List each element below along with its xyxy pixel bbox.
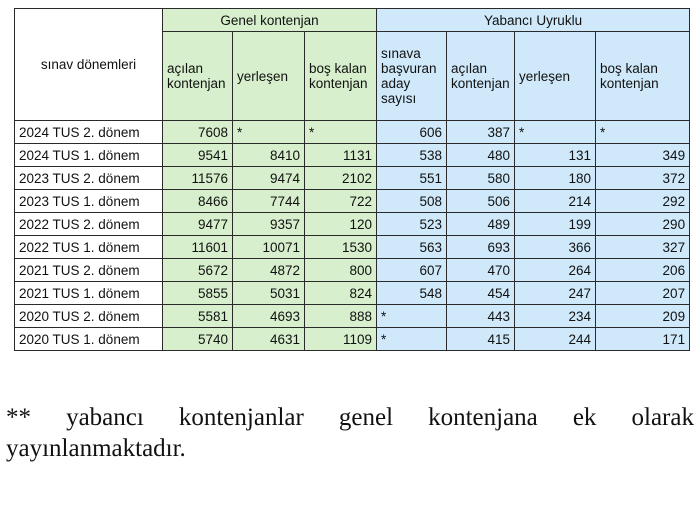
foreign-empty-quota-header: boş kalan kontenjan [596,32,690,121]
table-cell: 1530 [305,236,377,259]
table-cell: 180 [515,167,596,190]
table-cell: 506 [447,190,515,213]
table-cell: 538 [377,144,447,167]
period-label-cell: 2021 TUS 2. dönem [15,259,163,282]
footnote-word: yabancı [66,404,144,431]
table-cell: 120 [305,213,377,236]
table-cell: 480 [447,144,515,167]
table-cell: 722 [305,190,377,213]
table-cell: 5855 [163,282,233,305]
table-cell: 4872 [233,259,305,282]
table-cell: 454 [447,282,515,305]
table-cell: 5740 [163,328,233,351]
table-row [15,282,690,305]
table-row [15,121,690,144]
footnote-word: kontenjanlar [178,404,304,431]
table-cell: 606 [377,121,447,144]
table-row [15,328,690,351]
table-cell: 551 [377,167,447,190]
table-cell: * [233,121,305,144]
footnote-word: ek [572,404,597,431]
table-cell: 523 [377,213,447,236]
footnote-line-1 [6,402,694,433]
general-quota-group-header: Genel kontenjan [163,9,377,32]
period-label-cell: 2020 TUS 2. dönem [15,305,163,328]
table-cell: 247 [515,282,596,305]
table-cell: 372 [596,167,690,190]
table-cell: 9474 [233,167,305,190]
quota-table-container [14,8,689,351]
table-cell: 11576 [163,167,233,190]
general-opened-quota-header: açılan kontenjan [163,32,233,121]
period-label-cell: 2020 TUS 1. dönem [15,328,163,351]
table-cell: 10071 [233,236,305,259]
table-cell: * [305,121,377,144]
table-cell: 4631 [233,328,305,351]
table-cell: 5031 [233,282,305,305]
table-cell: 234 [515,305,596,328]
footnote-word: ** [6,404,31,431]
table-cell: 470 [447,259,515,282]
foreign-placed-header: yerleşen [515,32,596,121]
table-cell: 290 [596,213,690,236]
table-cell: 824 [305,282,377,305]
table-cell: 207 [596,282,690,305]
table-cell: 209 [596,305,690,328]
table-row [15,213,690,236]
table-cell: 888 [305,305,377,328]
table-body [15,121,690,351]
period-column-header: sınav dönemleri [15,9,163,121]
table-cell: * [515,121,596,144]
footnote-word: kontenjana [428,404,538,431]
table-cell: 387 [447,121,515,144]
general-placed-header: yerleşen [233,32,305,121]
table-cell: 214 [515,190,596,213]
table-cell: 9477 [163,213,233,236]
table-cell: 171 [596,328,690,351]
table-cell: 264 [515,259,596,282]
table-cell: 1109 [305,328,377,351]
table-cell: 327 [596,236,690,259]
period-label-cell: 2022 TUS 1. dönem [15,236,163,259]
table-cell: 4693 [233,305,305,328]
table-cell: * [596,121,690,144]
table-cell: 8466 [163,190,233,213]
footnote [6,402,694,464]
table-cell: 199 [515,213,596,236]
table-cell: 2102 [305,167,377,190]
period-label-cell: 2024 TUS 1. dönem [15,144,163,167]
table-cell: 366 [515,236,596,259]
table-cell: * [377,328,447,351]
table-row [15,190,690,213]
period-label-cell: 2023 TUS 1. dönem [15,190,163,213]
table-row [15,144,690,167]
table-cell: 206 [596,259,690,282]
period-label-cell: 2023 TUS 2. dönem [15,167,163,190]
table-cell: 8410 [233,144,305,167]
footnote-word: genel [338,404,394,431]
table-cell: 508 [377,190,447,213]
table-cell: 5581 [163,305,233,328]
footnote-word: olarak [631,404,694,431]
table-cell: * [377,305,447,328]
general-empty-quota-header: boş kalan kontenjan [305,32,377,121]
table-cell: 9357 [233,213,305,236]
table-row [15,167,690,190]
table-cell: 5672 [163,259,233,282]
table-row [15,259,690,282]
table-cell: 563 [377,236,447,259]
table-cell: 7608 [163,121,233,144]
period-label-cell: 2021 TUS 1. dönem [15,282,163,305]
table-cell: 11601 [163,236,233,259]
table-cell: 244 [515,328,596,351]
foreign-applicants-header: sınava başvuran aday sayısı [377,32,447,121]
group-header-row [15,9,690,32]
table-cell: 9541 [163,144,233,167]
table-cell: 443 [447,305,515,328]
table-cell: 292 [596,190,690,213]
table-cell: 131 [515,144,596,167]
foreign-quota-group-header: Yabancı Uyruklu [377,9,690,32]
quota-table [14,8,690,351]
table-cell: 607 [377,259,447,282]
period-label-cell: 2024 TUS 2. dönem [15,121,163,144]
table-cell: 1131 [305,144,377,167]
table-cell: 7744 [233,190,305,213]
table-cell: 800 [305,259,377,282]
table-cell: 349 [596,144,690,167]
table-cell: 415 [447,328,515,351]
table-row [15,236,690,259]
table-cell: 489 [447,213,515,236]
table-row [15,305,690,328]
table-cell: 580 [447,167,515,190]
table-cell: 548 [377,282,447,305]
table-cell: 693 [447,236,515,259]
footnote-line-2: yayınlanmaktadır. [6,435,186,462]
period-label-cell: 2022 TUS 2. dönem [15,213,163,236]
foreign-opened-quota-header: açılan kontenjan [447,32,515,121]
